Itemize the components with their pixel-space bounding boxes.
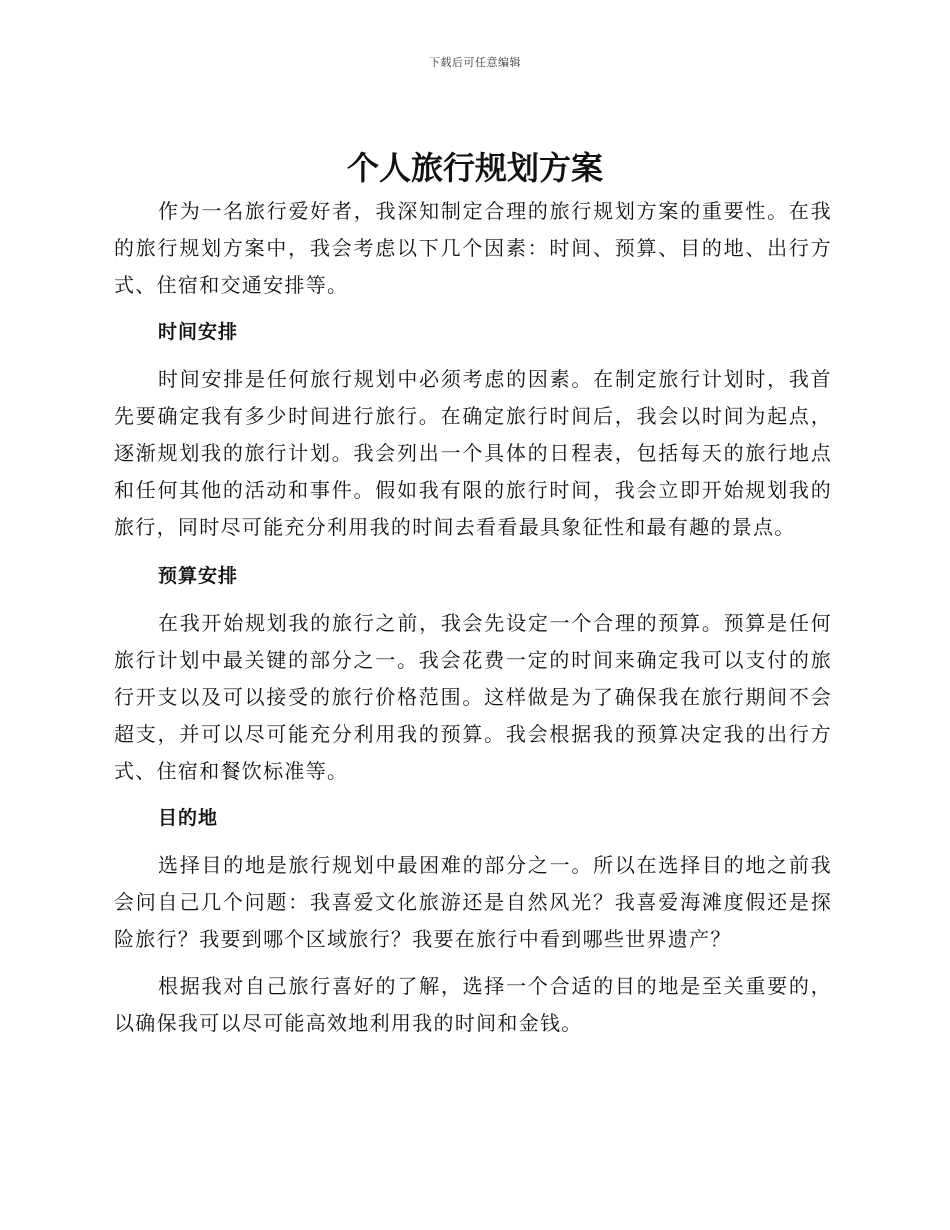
document-body (114, 193, 832, 1042)
intro-paragraph: 作为一名旅行爱好者，我深知制定合理的旅行规划方案的重要性。在我的旅行规划方案中，我会考虑以下几个因素：时间、预算、目的地、出行方式、住宿和交通安排等。 (114, 199, 832, 297)
section-heading-time: 时间安排 (158, 321, 239, 343)
section-heading-destination: 目的地 (158, 807, 219, 829)
section-paragraph-budget: 在我开始规划我的旅行之前，我会先设定一个合理的预算。预算是任何旅行计划中最关键的部分之一。我会花费一定的时间来确定我可以支付的旅行开支以及可以接受的旅行价格范围。这样做是为了确保我在旅行期间不会超支，并可以尽可能充分利用我的预算。我会根据我的预算决定我的出行方式、住宿和餐饮标准等。 (114, 611, 832, 783)
document-title: 个人旅行规划方案 (346, 149, 603, 187)
section-heading-budget: 预算安排 (158, 565, 239, 587)
header-note: 下载后可任意编辑 (429, 56, 521, 69)
section-paragraph-destination-2: 根据我对自己旅行喜好的了解，选择一个合适的目的地是至关重要的，以确保我可以尽可能高效地利用我的时间和金钱。 (114, 974, 832, 1035)
section-paragraph-time: 时间安排是任何旅行规划中必须考虑的因素。在制定旅行计划时，我首先要确定我有多少时间进行旅行。在确定旅行时间后，我会以时间为起点，逐渐规划我的旅行计划。我会列出一个具体的日程表，包括每天的旅行地点和任何其他的活动和事件。假如我有限的旅行时间，我会立即开始规划我的旅行，同时尽可能充分利用我的时间去看看最具象征性和最有趣的景点。 (114, 367, 832, 539)
section-paragraph-destination-1: 选择目的地是旅行规划中最困难的部分之一。所以在选择目的地之前我会问自己几个问题：我喜爱文化旅游还是自然风光？我喜爱海滩度假还是探险旅行？我要到哪个区域旅行？我要在旅行中看到哪些世界遗产？ (114, 853, 832, 951)
